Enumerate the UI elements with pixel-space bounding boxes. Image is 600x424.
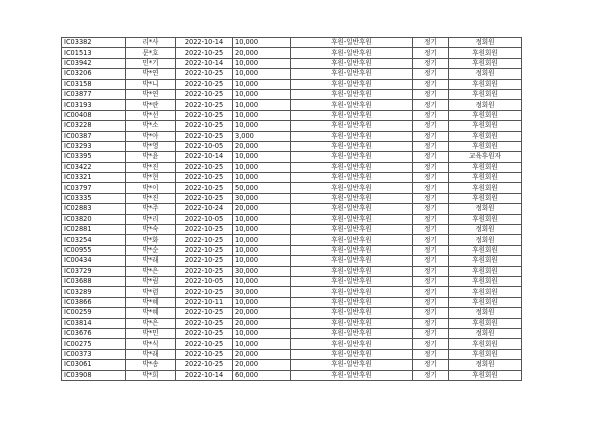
amount-cell: 30,000: [233, 287, 291, 297]
amount-cell: 10,000: [233, 58, 291, 68]
member-type-cell: 정회원: [449, 100, 522, 110]
donor-id-cell: IC03061: [62, 360, 126, 370]
date-cell: 2022-10-25: [176, 162, 233, 172]
member-type-cell: 후원회원: [449, 131, 522, 141]
donor-id-cell: IC03193: [62, 100, 126, 110]
donor-name-cell: 박*연: [126, 89, 176, 99]
date-cell: 2022-10-14: [176, 58, 233, 68]
frequency-cell: 정기: [413, 245, 449, 255]
date-cell: 2022-10-25: [176, 48, 233, 58]
amount-cell: 10,000: [233, 235, 291, 245]
donor-id-cell: IC03908: [62, 370, 126, 380]
table-row: [62, 297, 522, 307]
date-cell: 2022-10-25: [176, 69, 233, 79]
frequency-cell: 정기: [413, 121, 449, 131]
donation-kind-cell: 후원-일반후원: [291, 100, 413, 110]
frequency-cell: 정기: [413, 225, 449, 235]
member-type-cell: 교육후원자: [449, 152, 522, 162]
amount-cell: 30,000: [233, 193, 291, 203]
donation-ledger-table: [61, 37, 522, 381]
table-row: [62, 349, 522, 359]
member-type-cell: 후원회원: [449, 245, 522, 255]
table-row: [62, 79, 522, 89]
frequency-cell: 정기: [413, 256, 449, 266]
table-row: [62, 110, 522, 120]
donation-kind-cell: 후원-일반후원: [291, 79, 413, 89]
donor-name-cell: 박*현: [126, 173, 176, 183]
member-type-cell: 후원회원: [449, 141, 522, 151]
date-cell: 2022-10-25: [176, 193, 233, 203]
member-type-cell: 후원회원: [449, 58, 522, 68]
table-row: [62, 256, 522, 266]
donation-kind-cell: 후원-일반후원: [291, 349, 413, 359]
donor-name-cell: 박*림: [126, 276, 176, 286]
amount-cell: 10,000: [233, 173, 291, 183]
frequency-cell: 정기: [413, 235, 449, 245]
member-type-cell: 후원회원: [449, 266, 522, 276]
donor-id-cell: IC03866: [62, 297, 126, 307]
frequency-cell: 정기: [413, 339, 449, 349]
frequency-cell: 정기: [413, 328, 449, 338]
date-cell: 2022-10-25: [176, 235, 233, 245]
date-cell: 2022-10-25: [176, 349, 233, 359]
date-cell: 2022-10-24: [176, 204, 233, 214]
donation-kind-cell: 후원-일반후원: [291, 141, 413, 151]
frequency-cell: 정기: [413, 131, 449, 141]
donation-kind-cell: 후원-일반후원: [291, 193, 413, 203]
amount-cell: 20,000: [233, 308, 291, 318]
frequency-cell: 정기: [413, 162, 449, 172]
date-cell: 2022-10-25: [176, 245, 233, 255]
donor-id-cell: IC03820: [62, 214, 126, 224]
donation-kind-cell: 후원-일반후원: [291, 48, 413, 58]
member-type-cell: 후원회원: [449, 349, 522, 359]
donor-name-cell: 박*은: [126, 266, 176, 276]
amount-cell: 10,000: [233, 162, 291, 172]
donor-id-cell: IC03729: [62, 266, 126, 276]
donor-name-cell: 박*아: [126, 131, 176, 141]
donor-name-cell: 박*화: [126, 235, 176, 245]
donor-name-cell: 박*래: [126, 349, 176, 359]
date-cell: 2022-10-25: [176, 287, 233, 297]
table-row: [62, 100, 522, 110]
amount-cell: 20,000: [233, 318, 291, 328]
member-type-cell: 후원회원: [449, 89, 522, 99]
frequency-cell: 정기: [413, 183, 449, 193]
table-row: [62, 339, 522, 349]
amount-cell: 20,000: [233, 349, 291, 359]
frequency-cell: 정기: [413, 276, 449, 286]
donor-name-cell: 박*윤: [126, 152, 176, 162]
member-type-cell: 정회원: [449, 204, 522, 214]
frequency-cell: 정기: [413, 89, 449, 99]
table-row: [62, 58, 522, 68]
member-type-cell: 후원회원: [449, 162, 522, 172]
donation-kind-cell: 후원-일반후원: [291, 152, 413, 162]
member-type-cell: 후원회원: [449, 339, 522, 349]
date-cell: 2022-10-25: [176, 266, 233, 276]
amount-cell: 10,000: [233, 339, 291, 349]
donor-name-cell: 문*호: [126, 48, 176, 58]
donation-kind-cell: 후원-일반후원: [291, 245, 413, 255]
donation-kind-cell: 후원-일반후원: [291, 110, 413, 120]
date-cell: 2022-10-25: [176, 339, 233, 349]
amount-cell: 10,000: [233, 89, 291, 99]
date-cell: 2022-10-25: [176, 100, 233, 110]
donor-id-cell: IC00259: [62, 308, 126, 318]
donation-kind-cell: 후원-일반후원: [291, 173, 413, 183]
donor-name-cell: 박*혜: [126, 308, 176, 318]
frequency-cell: 정기: [413, 204, 449, 214]
date-cell: 2022-10-25: [176, 360, 233, 370]
date-cell: 2022-10-14: [176, 38, 233, 48]
amount-cell: 60,000: [233, 370, 291, 380]
amount-cell: 30,000: [233, 266, 291, 276]
donor-name-cell: 박*송: [126, 360, 176, 370]
donation-kind-cell: 후원-일반후원: [291, 308, 413, 318]
member-type-cell: 후원회원: [449, 214, 522, 224]
amount-cell: 10,000: [233, 38, 291, 48]
donor-id-cell: IC03395: [62, 152, 126, 162]
member-type-cell: 후원회원: [449, 79, 522, 89]
member-type-cell: 정회원: [449, 225, 522, 235]
frequency-cell: 정기: [413, 48, 449, 58]
date-cell: 2022-10-25: [176, 308, 233, 318]
donor-id-cell: IC00387: [62, 131, 126, 141]
ledger-body: [62, 38, 522, 381]
donor-id-cell: IC00373: [62, 349, 126, 359]
member-type-cell: 후원회원: [449, 110, 522, 120]
donation-kind-cell: 후원-일반후원: [291, 276, 413, 286]
amount-cell: 10,000: [233, 152, 291, 162]
donor-id-cell: IC03688: [62, 276, 126, 286]
member-type-cell: 후원회원: [449, 370, 522, 380]
donation-kind-cell: 후원-일반후원: [291, 204, 413, 214]
donor-id-cell: IC03321: [62, 173, 126, 183]
table-row: [62, 328, 522, 338]
table-row: [62, 235, 522, 245]
frequency-cell: 정기: [413, 370, 449, 380]
member-type-cell: 후원회원: [449, 287, 522, 297]
member-type-cell: 정회원: [449, 360, 522, 370]
member-type-cell: 후원회원: [449, 121, 522, 131]
date-cell: 2022-10-14: [176, 152, 233, 162]
donation-kind-cell: 후원-일반후원: [291, 214, 413, 224]
frequency-cell: 정기: [413, 141, 449, 151]
table-row: [62, 276, 522, 286]
table-row: [62, 162, 522, 172]
donor-name-cell: 박*주: [126, 204, 176, 214]
table-row: [62, 318, 522, 328]
table-row: [62, 193, 522, 203]
frequency-cell: 정기: [413, 110, 449, 120]
frequency-cell: 정기: [413, 79, 449, 89]
donor-name-cell: 박*진: [126, 193, 176, 203]
date-cell: 2022-10-25: [176, 183, 233, 193]
donation-kind-cell: 후원-일반후원: [291, 339, 413, 349]
date-cell: 2022-10-25: [176, 328, 233, 338]
donor-id-cell: IC03814: [62, 318, 126, 328]
frequency-cell: 정기: [413, 360, 449, 370]
date-cell: 2022-10-25: [176, 131, 233, 141]
table-row: [62, 152, 522, 162]
donation-kind-cell: 후원-일반후원: [291, 58, 413, 68]
donor-name-cell: 박*희: [126, 370, 176, 380]
amount-cell: 50,000: [233, 183, 291, 193]
donor-name-cell: 박*숙: [126, 225, 176, 235]
member-type-cell: 후원회원: [449, 48, 522, 58]
donation-kind-cell: 후원-일반후원: [291, 360, 413, 370]
amount-cell: 10,000: [233, 297, 291, 307]
table-row: [62, 38, 522, 48]
donor-name-cell: 박*선: [126, 110, 176, 120]
donation-kind-cell: 후원-일반후원: [291, 256, 413, 266]
donor-id-cell: IC03335: [62, 193, 126, 203]
donor-id-cell: IC03289: [62, 287, 126, 297]
table-row: [62, 308, 522, 318]
donor-name-cell: 박*진: [126, 162, 176, 172]
amount-cell: 10,000: [233, 225, 291, 235]
donation-kind-cell: 후원-일반후원: [291, 328, 413, 338]
date-cell: 2022-10-25: [176, 89, 233, 99]
frequency-cell: 정기: [413, 173, 449, 183]
donor-id-cell: IC00955: [62, 245, 126, 255]
donor-name-cell: 박*연: [126, 69, 176, 79]
donor-name-cell: 박*순: [126, 245, 176, 255]
donor-id-cell: IC01513: [62, 48, 126, 58]
frequency-cell: 정기: [413, 69, 449, 79]
donor-id-cell: IC00275: [62, 339, 126, 349]
date-cell: 2022-10-25: [176, 173, 233, 183]
frequency-cell: 정기: [413, 214, 449, 224]
donor-name-cell: 박*식: [126, 339, 176, 349]
date-cell: 2022-10-14: [176, 370, 233, 380]
table-row: [62, 204, 522, 214]
frequency-cell: 정기: [413, 349, 449, 359]
donor-id-cell: IC02883: [62, 204, 126, 214]
donor-name-cell: 박*니: [126, 79, 176, 89]
amount-cell: 10,000: [233, 256, 291, 266]
amount-cell: 10,000: [233, 100, 291, 110]
table-row: [62, 173, 522, 183]
frequency-cell: 정기: [413, 266, 449, 276]
table-row: [62, 48, 522, 58]
donor-id-cell: IC02881: [62, 225, 126, 235]
donation-kind-cell: 후원-일반후원: [291, 38, 413, 48]
date-cell: 2022-10-05: [176, 276, 233, 286]
donor-id-cell: IC03877: [62, 89, 126, 99]
donation-kind-cell: 후원-일반후원: [291, 287, 413, 297]
donation-kind-cell: 후원-일반후원: [291, 266, 413, 276]
donor-name-cell: 리*사: [126, 38, 176, 48]
date-cell: 2022-10-25: [176, 256, 233, 266]
amount-cell: 20,000: [233, 141, 291, 151]
donor-id-cell: IC03254: [62, 235, 126, 245]
amount-cell: 10,000: [233, 214, 291, 224]
amount-cell: 20,000: [233, 48, 291, 58]
frequency-cell: 정기: [413, 297, 449, 307]
donor-name-cell: 박*혜: [126, 297, 176, 307]
table-row: [62, 287, 522, 297]
donor-name-cell: 박*란: [126, 100, 176, 110]
member-type-cell: 후원회원: [449, 183, 522, 193]
amount-cell: 10,000: [233, 276, 291, 286]
donation-kind-cell: 후원-일반후원: [291, 297, 413, 307]
donor-name-cell: 박*은: [126, 318, 176, 328]
donation-kind-cell: 후원-일반후원: [291, 131, 413, 141]
donation-kind-cell: 후원-일반후원: [291, 121, 413, 131]
table-row: [62, 183, 522, 193]
donation-kind-cell: 후원-일반후원: [291, 69, 413, 79]
member-type-cell: 후원회원: [449, 173, 522, 183]
amount-cell: 3,000: [233, 131, 291, 141]
date-cell: 2022-10-25: [176, 225, 233, 235]
frequency-cell: 정기: [413, 100, 449, 110]
donor-id-cell: IC03382: [62, 38, 126, 48]
donation-kind-cell: 후원-일반후원: [291, 89, 413, 99]
amount-cell: 20,000: [233, 360, 291, 370]
donation-kind-cell: 후원-일반후원: [291, 183, 413, 193]
donation-kind-cell: 후원-일반후원: [291, 318, 413, 328]
member-type-cell: 후원회원: [449, 256, 522, 266]
frequency-cell: 정기: [413, 38, 449, 48]
donor-name-cell: 민*기: [126, 58, 176, 68]
amount-cell: 10,000: [233, 69, 291, 79]
member-type-cell: 후원회원: [449, 193, 522, 203]
donation-kind-cell: 후원-일반후원: [291, 235, 413, 245]
frequency-cell: 정기: [413, 58, 449, 68]
member-type-cell: 정회원: [449, 328, 522, 338]
member-type-cell: 후원회원: [449, 276, 522, 286]
member-type-cell: 정회원: [449, 235, 522, 245]
table-row: [62, 69, 522, 79]
donor-name-cell: 박*이: [126, 183, 176, 193]
donor-id-cell: IC00434: [62, 256, 126, 266]
table-row: [62, 225, 522, 235]
donor-id-cell: IC03797: [62, 183, 126, 193]
donor-id-cell: IC03293: [62, 141, 126, 151]
table-row: [62, 370, 522, 380]
donation-kind-cell: 후원-일반후원: [291, 370, 413, 380]
date-cell: 2022-10-25: [176, 318, 233, 328]
member-type-cell: 정회원: [449, 38, 522, 48]
donation-kind-cell: 후원-일반후원: [291, 162, 413, 172]
donor-name-cell: 박*래: [126, 256, 176, 266]
amount-cell: 10,000: [233, 121, 291, 131]
donor-name-cell: 박*영: [126, 141, 176, 151]
frequency-cell: 정기: [413, 152, 449, 162]
table-row: [62, 89, 522, 99]
amount-cell: 10,000: [233, 328, 291, 338]
amount-cell: 20,000: [233, 204, 291, 214]
member-type-cell: 정회원: [449, 308, 522, 318]
date-cell: 2022-10-25: [176, 121, 233, 131]
table-row: [62, 360, 522, 370]
frequency-cell: 정기: [413, 318, 449, 328]
donor-id-cell: IC03676: [62, 328, 126, 338]
table-row: [62, 245, 522, 255]
table-row: [62, 266, 522, 276]
frequency-cell: 정기: [413, 193, 449, 203]
frequency-cell: 정기: [413, 308, 449, 318]
frequency-cell: 정기: [413, 287, 449, 297]
donor-name-cell: 박*렴: [126, 287, 176, 297]
date-cell: 2022-10-05: [176, 214, 233, 224]
donor-id-cell: IC03422: [62, 162, 126, 172]
table-row: [62, 131, 522, 141]
amount-cell: 10,000: [233, 110, 291, 120]
donation-kind-cell: 후원-일반후원: [291, 225, 413, 235]
donor-name-cell: 박*리: [126, 214, 176, 224]
donor-id-cell: IC03158: [62, 79, 126, 89]
member-type-cell: 정회원: [449, 69, 522, 79]
donor-id-cell: IC03228: [62, 121, 126, 131]
member-type-cell: 후원회원: [449, 297, 522, 307]
date-cell: 2022-10-25: [176, 79, 233, 89]
date-cell: 2022-10-05: [176, 141, 233, 151]
table-row: [62, 214, 522, 224]
donor-id-cell: IC00408: [62, 110, 126, 120]
date-cell: 2022-10-11: [176, 297, 233, 307]
date-cell: 2022-10-25: [176, 110, 233, 120]
donor-id-cell: IC03206: [62, 69, 126, 79]
amount-cell: 10,000: [233, 245, 291, 255]
donor-name-cell: 박*민: [126, 328, 176, 338]
table-row: [62, 121, 522, 131]
table-row: [62, 141, 522, 151]
member-type-cell: 후원회원: [449, 318, 522, 328]
amount-cell: 10,000: [233, 79, 291, 89]
donor-id-cell: IC03942: [62, 58, 126, 68]
donor-name-cell: 박*소: [126, 121, 176, 131]
